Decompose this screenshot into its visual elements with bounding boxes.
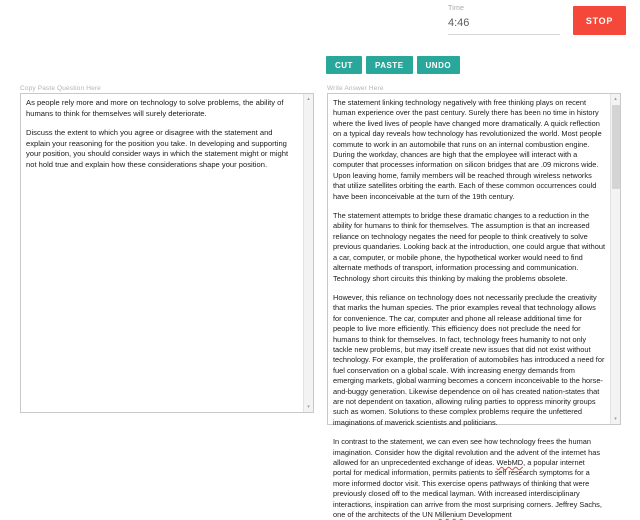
answer-text-body[interactable] (328, 94, 610, 520)
timer-field (448, 4, 560, 35)
edit-toolbar (326, 56, 460, 74)
answer-paragraph: The statement linking technology negatively with free thinking plays on recent human experience over the past century. Surely there has been no time in history where the lived lives of people have changed more dramatically. A quick reflection on a typical day reveals how technology has revolutionized the world. Most people commute to work in an automobile that runs on an internal combustion engine. During the workday, chances are high that the employee will interact with a computer that processes information on silicon bridges that are .09 microns wide. Upon leaving home, family members will be reached through wireless networks that utilize satellites orbiting the earth. Each of these common occurrences could have been inconceivable at the turn of the 19th century. (333, 98, 602, 201)
question-scrollbar[interactable] (303, 94, 313, 412)
timer-value: 4:46 (448, 13, 560, 35)
answer-paragraph: The statement attempts to bridge these dramatic changes to a reduction in the ability for humans to think for themselves. The assumption is that an increased reliance on technology negates the need for people to think creatively to solve previous quandaries. Looking back at the introduction, one could argue that without a car, computer, or mobile phone, the hypothetical worker would need to find alternate methods of transport, information processing and communication. Technology short circuits this thinking by making the problems obsolete. (333, 211, 605, 283)
final-text-part3: Development (466, 510, 512, 520)
timer-label: Time (448, 5, 465, 12)
answer-scrollbar[interactable] (610, 94, 620, 424)
scroll-down-icon[interactable]: ▾ (307, 403, 310, 410)
scroll-down-icon[interactable]: ▾ (614, 415, 617, 422)
cut-button[interactable]: CUT (326, 56, 362, 74)
scroll-up-icon[interactable]: ▴ (307, 95, 310, 102)
misspelled-word-millenium: Millenium (434, 510, 467, 520)
scrollbar-thumb[interactable] (612, 105, 620, 189)
question-paragraph: Discuss the extent to which you agree or disagree with the statement and explain your reasoning for the position you take. In developing and supporting your position, you should consider ways in which the statement might or might not hold true and explain how these considerations shape your position. (26, 128, 289, 169)
answer-textarea[interactable] (327, 93, 621, 520)
scroll-up-icon[interactable]: ▴ (614, 95, 617, 102)
question-text-body[interactable] (21, 94, 303, 412)
misspelled-word-webmd: WebMD (496, 458, 524, 467)
stop-button[interactable]: STOP (573, 6, 626, 35)
question-textarea[interactable] (20, 93, 314, 413)
question-paragraph: As people rely more and more on technology to solve problems, the ability of humans to think for themselves will surely deteriorate. (26, 98, 284, 118)
question-field-label: Copy Paste Question Here (20, 85, 101, 92)
answer-field-label: Write Answer Here (327, 85, 384, 92)
final-text-part2: , a popular internet portal for medical information, permits patients to self research symptoms for a more informed doctor visit. This exercise opens pathways of thinking that were previously closed off to the medical layman. With increased interdisciplinary interactions, inspiration can arrive from the most surprising corners. Jeffrey Sachs, one of the architects of the UN (333, 458, 602, 520)
answer-paragraph-final (333, 437, 605, 520)
undo-button[interactable]: UNDO (417, 56, 461, 74)
answer-paragraph: However, this reliance on technology does not necessarily preclude the creativity that marks the human species. The prior examples reveal that technology allows for convenience. The car, computer and phone all release additional time for people to live more efficiently. This efficiency does not preclude the need for humans to think for themselves. In fact, technology frees humanity to not only tackle new problems, but may itself create new issues that did not exist without technology. For example, the proliferation of automobiles has introduced a need for fuel conservation on a global scale. With increasing energy demands from emerging markets, global warming becomes a concern inconceivable to the horse-and-buggy generation. Likewise dependence on oil has created nation-states that are not dependent on taxation, allowing ruling parties to oppress minority groups such as women. Solutions to these complex problems require the unfettered imaginations of maverick scientists and politicians. (333, 292, 605, 427)
final-text-part1: In contrast to the statement, we can even see how technology frees the human imagination. Consider how the digital revolution and the advent of the internet has allowed for an unprecedented exchange of ideas. (333, 437, 601, 467)
paste-button[interactable]: PASTE (366, 56, 413, 74)
